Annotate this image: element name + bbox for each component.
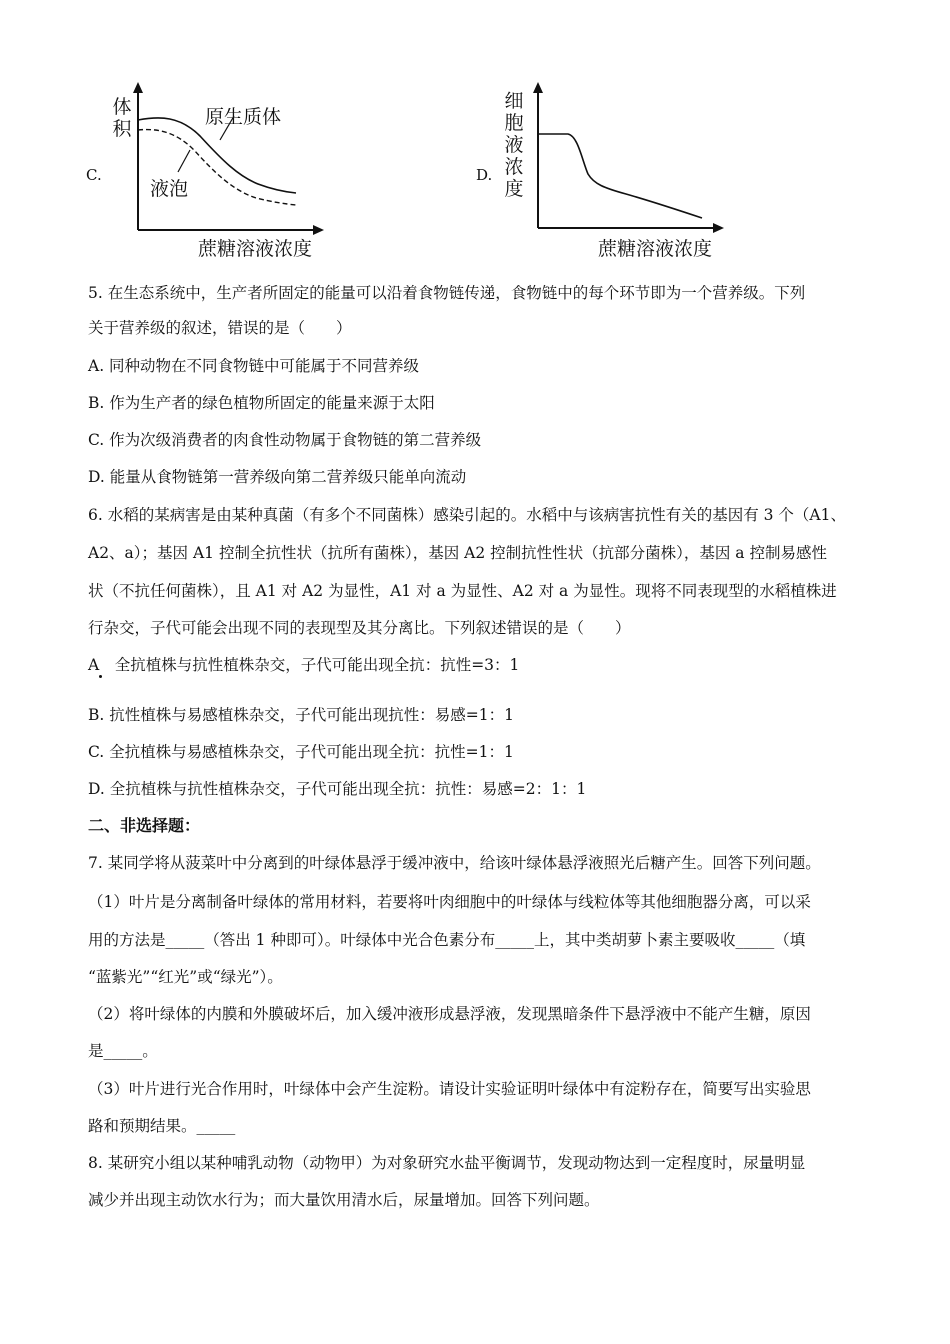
- x-axis-label: 蔗糖溶液浓度: [198, 238, 313, 260]
- figure-d-plot: [440, 80, 740, 270]
- option-c-label: C.: [86, 166, 102, 184]
- question-7-part1-line1: （1）叶片是分离制备叶绿体的常用材料，若要将叶肉细胞中的叶绿体与线粒体等其他细胞器分离，可以采: [88, 893, 811, 911]
- question-8-stem-line2: 减少并出现主动饮水行为；而大量饮用清水后，尿量增加。回答下列问题。: [88, 1191, 600, 1209]
- section-heading: 二、非选择题：: [88, 816, 201, 835]
- question-6-option-d: D. 全抗植株与抗性植株杂交，子代可能出现全抗：抗性：易感=2：1：1: [88, 780, 587, 798]
- question-5-option-a: A. 同种动物在不同食物链中可能属于不同营养级: [88, 357, 420, 375]
- question-5-option-b: B. 作为生产者的绿色植物所固定的能量来源于太阳: [88, 394, 435, 412]
- question-6-stem-line1: 6. 水稻的某病害是由某种真菌（有多个不同菌株）感染引起的。水稻中与该病害抗性有关的基因有 3 个（A1、: [88, 506, 846, 524]
- question-6-option-a: A 全抗植株与抗性植株杂交，子代可能出现全抗：抗性=3：1: [88, 656, 520, 674]
- question-7-part3-line2: 路和预期结果。_____: [88, 1117, 236, 1135]
- question-7-part1-line3: “蓝紫光”“红光”或“绿光”）。: [88, 968, 283, 986]
- question-6-option-c: C. 全抗植株与易感植株杂交，子代可能出现全抗：抗性=1：1: [88, 743, 514, 761]
- option-a-dot: [99, 675, 102, 678]
- figure-d: [440, 80, 740, 270]
- question-5-stem-line1: 5. 在生态系统中，生产者所固定的能量可以沿着食物链传递，食物链中的每个环节即为一个营养级。下列: [88, 284, 806, 302]
- y-axis-label: 细胞液浓度: [504, 90, 524, 200]
- question-5-option-c: C. 作为次级消费者的肉食性动物属于食物链的第二营养级: [88, 431, 482, 449]
- question-7-part2-line2: 是_____。: [88, 1042, 158, 1060]
- figure-c-plot: [0, 80, 330, 270]
- question-6-stem-line4: 行杂交，子代可能会出现不同的表现型及其分离比。下列叙述错误的是（ ）: [88, 619, 631, 637]
- x-axis-label: 蔗糖溶液浓度: [598, 238, 713, 260]
- question-6-stem-line3: 状（不抗任何菌株），且 A1 对 A2 为显性，A1 对 a 为显性、A2 对 a 为显性。现将不同表现型的水稻植株进: [88, 582, 837, 600]
- curve-label-vacuole: 液泡: [150, 178, 189, 200]
- question-7-part2-line1: （2）将叶绿体的内膜和外膜破坏后，加入缓冲液形成悬浮液，发现黑暗条件下悬浮液中不能产生糖，原因: [88, 1005, 811, 1023]
- question-6-stem-line2: A2、a）；基因 A1 控制全抗性状（抗所有菌株），基因 A2 控制抗性性状（抗部分菌株），基因 a 控制易感性: [88, 544, 827, 562]
- option-d-label: D.: [476, 166, 493, 184]
- question-7-stem: 7. 某同学将从菠菜叶中分离到的叶绿体悬浮于缓冲液中，给该叶绿体悬浮液照光后糖产生。回答下列问题。: [88, 854, 821, 872]
- question-8-stem-line1: 8. 某研究小组以某种哺乳动物（动物甲）为对象研究水盐平衡调节，发现动物达到一定程度时，尿量明显: [88, 1154, 806, 1172]
- question-6-option-b: B. 抗性植株与易感植株杂交，子代可能出现抗性：易感=1：1: [88, 706, 514, 724]
- y-axis-label: 体积: [112, 96, 132, 140]
- question-7-part3-line1: （3）叶片进行光合作用时，叶绿体中会产生淀粉。请设计实验证明叶绿体中有淀粉存在，简要写出实验思: [88, 1080, 811, 1098]
- question-5-option-d: D. 能量从食物链第一营养级向第二营养级只能单向流动: [88, 468, 467, 486]
- figure-c: [0, 80, 330, 270]
- question-5-stem-line2: 关于营养级的叙述，错误的是（ ）: [88, 319, 352, 337]
- curve-label-protoplast: 原生质体: [205, 106, 282, 128]
- question-7-part1-line2: 用的方法是_____（答出 1 种即可）。叶绿体中光合色素分布_____上，其中类胡萝卜素主要吸收_____（填: [88, 931, 806, 949]
